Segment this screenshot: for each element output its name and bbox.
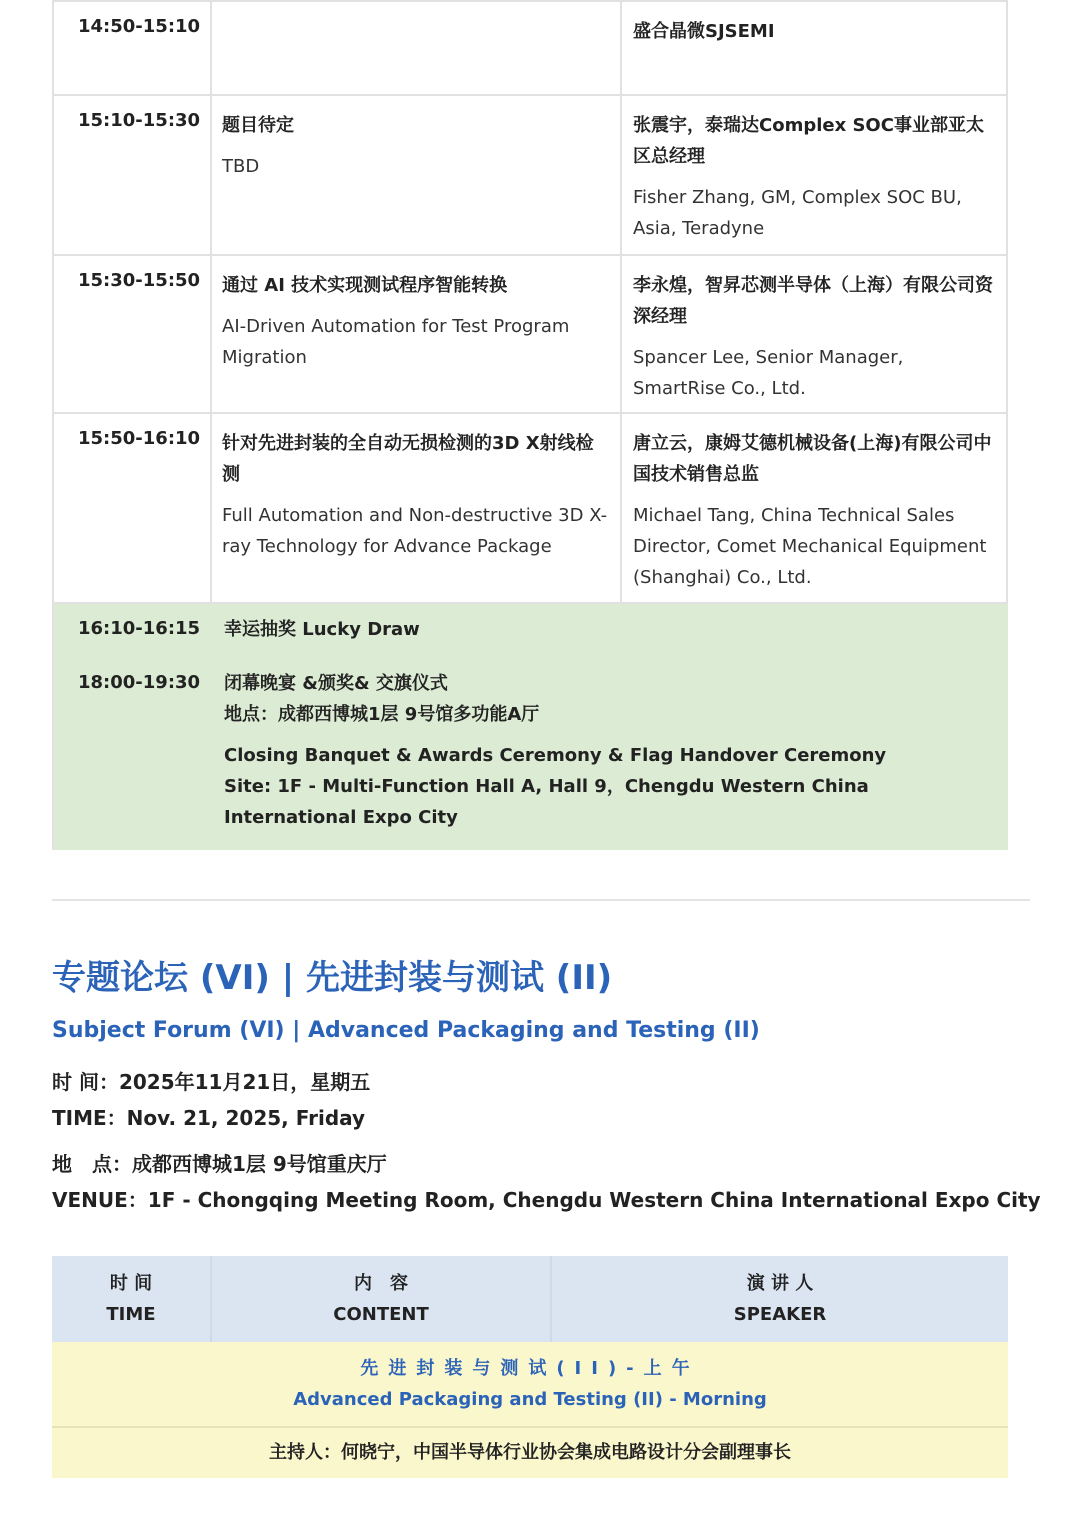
- forum-title-zh: 专题论坛 (VI) | 先进封装与测试 (II): [52, 958, 613, 998]
- header-speaker-en: SPEAKER: [733, 1304, 827, 1325]
- lucky-draw-text: 幸运抽奖 Lucky Draw: [224, 619, 420, 640]
- forum-time-en: TIME：Nov. 21, 2025, Friday: [52, 1106, 366, 1130]
- row-speaker: [621, 255, 1007, 413]
- session-title-en: Advanced Packaging and Testing (II) - Morning: [293, 1389, 767, 1410]
- speaker-en: Spancer Lee, Senior Manager, SmartRise Co., Ltd.: [633, 347, 904, 399]
- header-time-en: TIME: [106, 1304, 156, 1325]
- speaker-en: Michael Tang, China Technical Sales Director, Comet Mechanical Equipment (Shanghai) Co., Ltd.: [633, 505, 987, 588]
- row-time: 15:30-15:50: [53, 255, 211, 413]
- forum-venue-zh: 地 点：成都西博城1层 9号馆重庆厅: [52, 1152, 387, 1176]
- row-time: 14:50-15:10: [53, 1, 211, 95]
- speaker-en: Fisher Zhang, GM, Complex SOC BU, Asia, Teradyne: [633, 187, 962, 239]
- banquet-time: 18:00-19:30: [78, 672, 201, 693]
- header-content-en: CONTENT: [333, 1304, 429, 1325]
- row-time: 15:50-16:10: [53, 413, 211, 603]
- header-time-zh: 时 间: [109, 1273, 153, 1294]
- content-zh: 题目待定: [222, 115, 294, 136]
- header-content: [212, 1256, 552, 1342]
- row-speaker: [621, 1, 1007, 95]
- closing-events-block: [52, 604, 1008, 850]
- banquet-details: [224, 668, 999, 833]
- speaker-zh: 李永煌，智昇芯测半导体（上海）有限公司资深经理: [633, 275, 993, 327]
- table-row: [53, 95, 1007, 255]
- speaker-zh: 张震宇，泰瑞达Complex SOC事业部亚太区总经理: [633, 115, 984, 167]
- banquet-en-site: Site: 1F - Multi-Function Hall A, Hall 9，Chengdu Western China International Expo City: [224, 776, 869, 828]
- speaker-zh: 盛合晶微SJSEMI: [633, 21, 775, 42]
- forum-title-en: Subject Forum (VI) | Advanced Packaging and Testing (II): [52, 1018, 760, 1043]
- table-header: [52, 1256, 1008, 1342]
- session-title-zh: 先进封装与测试(II)-上午: [360, 1358, 700, 1379]
- row-content: [211, 95, 621, 255]
- header-speaker: [552, 1256, 1008, 1342]
- row-content: [211, 255, 621, 413]
- session-host: 主持人：何晓宁，中国半导体行业协会集成电路设计分会副理事长: [52, 1428, 1008, 1478]
- banquet-zh-title: 闭幕晚宴 &颁奖& 交旗仪式: [224, 673, 448, 694]
- section-divider: [52, 899, 1030, 901]
- schedule-table-continued: [52, 0, 1008, 850]
- table-row: [53, 413, 1007, 603]
- header-time: [52, 1256, 212, 1342]
- row-time: 15:10-15:30: [53, 95, 211, 255]
- row-speaker: [621, 95, 1007, 255]
- table-row: [53, 1, 1007, 95]
- content-en: TBD: [222, 156, 260, 177]
- speaker-zh: 唐立云，康姆艾德机械设备(上海)有限公司中国技术销售总监: [633, 433, 992, 485]
- content-zh: 通过 AI 技术实现测试程序智能转换: [222, 275, 508, 296]
- content-zh: 针对先进封装的全自动无损检测的3D X射线检测: [222, 433, 594, 485]
- table-row: [53, 255, 1007, 413]
- content-en: AI-Driven Automation for Test Program Migration: [222, 316, 570, 368]
- session-title-block: [52, 1342, 1008, 1428]
- row-content: [211, 1, 621, 95]
- forum-time-zh: 时 间：2025年11月21日，星期五: [52, 1070, 371, 1094]
- row-speaker: [621, 413, 1007, 603]
- lucky-draw-time: 16:10-16:15: [78, 618, 201, 639]
- content-en: Full Automation and Non-destructive 3D X-ray Technology for Advance Package: [222, 505, 608, 557]
- forum-venue-en: VENUE：1F - Chongqing Meeting Room, Chengdu Western China International Expo City: [52, 1188, 1041, 1212]
- row-content: [211, 413, 621, 603]
- header-content-zh: 内 容: [354, 1273, 408, 1294]
- banquet-en-title: Closing Banquet & Awards Ceremony & Flag Handover Ceremony: [224, 745, 887, 766]
- header-speaker-zh: 演 讲 人: [746, 1273, 814, 1294]
- banquet-zh-site: 地点：成都西博城1层 9号馆多功能A厅: [224, 704, 540, 725]
